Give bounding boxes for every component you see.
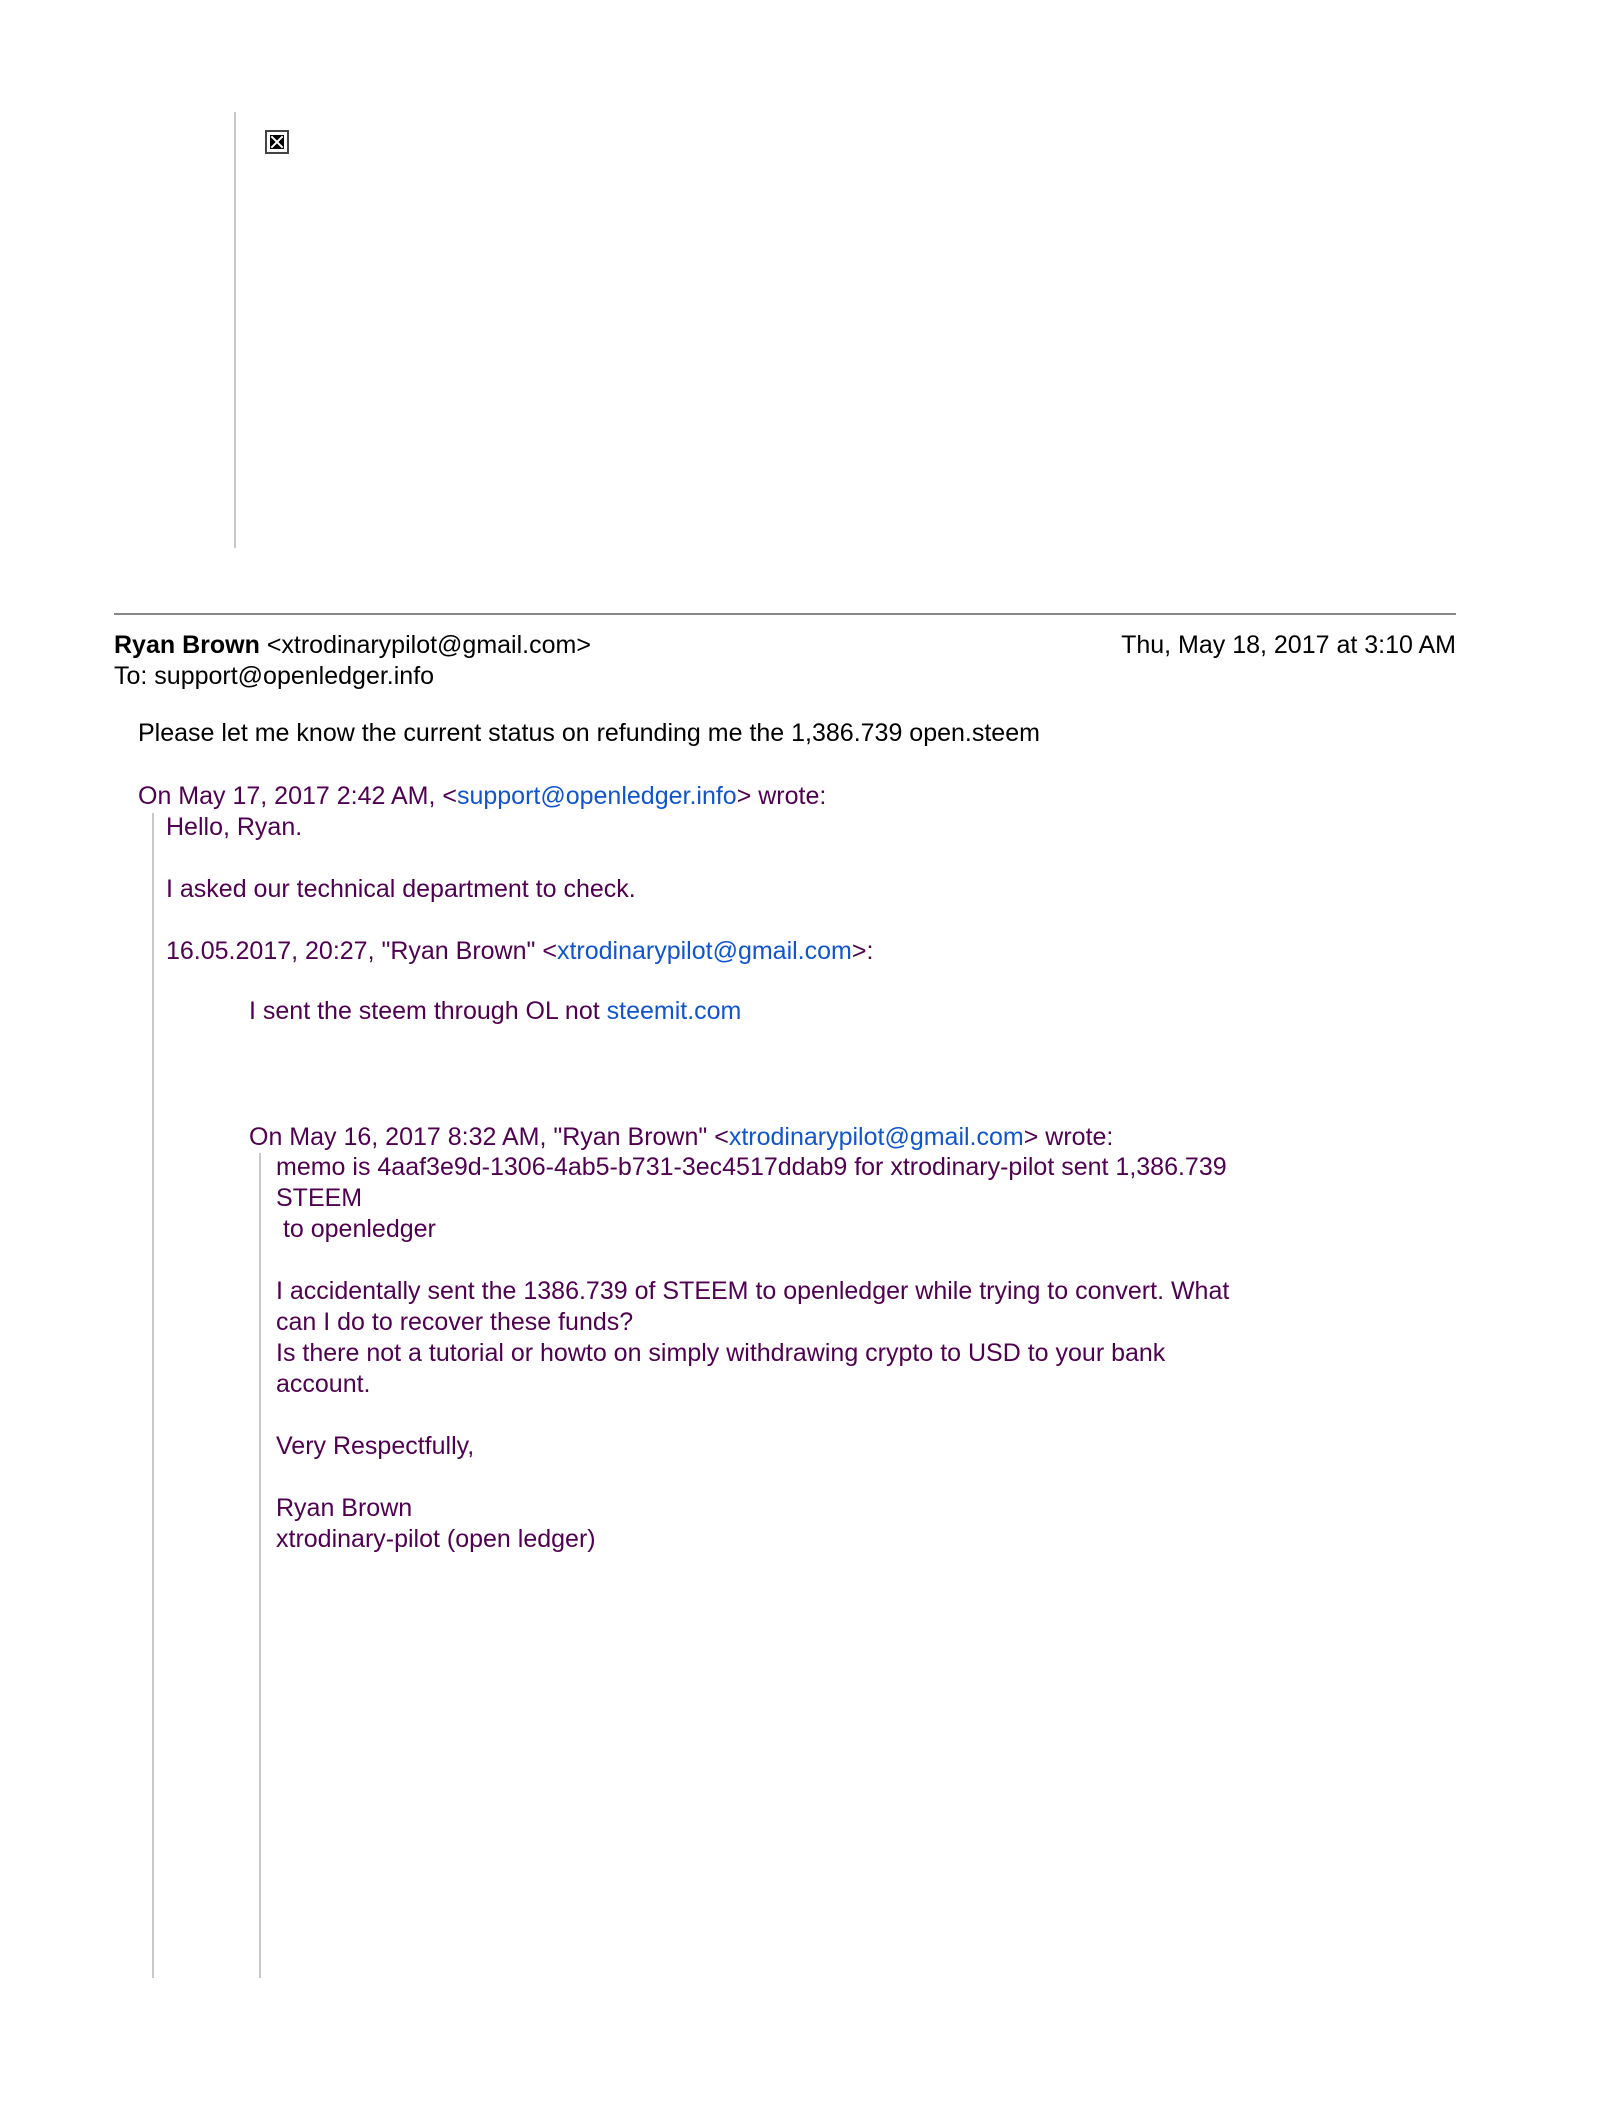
blank-line (276, 1245, 1229, 1276)
sender-email-link-1[interactable]: xtrodinarypilot@gmail.com (556, 937, 852, 965)
attr2-suffix: > wrote: (1023, 1123, 1114, 1151)
quote2-line: to openledger (276, 1215, 436, 1243)
quote1-sent-line (249, 996, 741, 1027)
q1-date-prefix: 16.05.2017, 20:27, "Ryan Brown" < (166, 937, 557, 965)
quote-attribution-1 (138, 781, 826, 812)
message-body: Please let me know the current status on refunding me the 1,386.739 open.steem (138, 719, 1040, 747)
quote2-line: I accidentally sent the 1386.739 of STEEM to openledger while trying to convert. What (276, 1277, 1230, 1305)
quote-bar-1 (152, 813, 154, 1978)
blank-line (276, 1400, 1229, 1431)
sender (114, 630, 591, 661)
attr1-suffix: > wrote: (736, 782, 827, 810)
sender-email-link-2[interactable]: xtrodinarypilot@gmail.com (728, 1123, 1024, 1151)
q1-sent-prefix: I sent the steem through OL not (249, 997, 607, 1025)
quote1-text: I asked our technical department to check. (166, 875, 636, 903)
quote1-greeting: Hello, Ryan. (166, 813, 303, 841)
steemit-link[interactable]: steemit.com (606, 997, 742, 1025)
sender-name: Ryan Brown (114, 631, 260, 659)
quote2-line: Is there not a tutorial or howto on simply withdrawing crypto to USD to your bank (276, 1339, 1166, 1367)
quote2-line: can I do to recover these funds? (276, 1308, 634, 1336)
quote-attribution-2 (249, 1122, 1113, 1153)
attr2-prefix: On May 16, 2017 8:32 AM, "Ryan Brown" < (249, 1123, 729, 1151)
message-divider (114, 613, 1456, 615)
recipient: To: support@openledger.info (114, 662, 435, 690)
quote2-line: memo is 4aaf3e9d-1306-4ab5-b731-3ec4517ddab9 for xtrodinary-pilot sent 1,386.739 (276, 1153, 1227, 1181)
quote-bar-top (234, 112, 236, 548)
support-email-link[interactable]: support@openledger.info (456, 782, 737, 810)
quote2-signoff: Very Respectfully, (276, 1432, 475, 1460)
quote-bar-2 (259, 1153, 261, 1978)
quote1-date-line (166, 936, 873, 967)
attr1-prefix: On May 17, 2017 2:42 AM, < (138, 782, 457, 810)
quote2-signature-name: Ryan Brown (276, 1494, 413, 1522)
blank-line (276, 1462, 1229, 1493)
quote2-signature-handle: xtrodinary-pilot (open ledger) (276, 1525, 596, 1553)
quote2-body (276, 1152, 1229, 1555)
quote2-line: STEEM (276, 1184, 363, 1212)
sender-email: <xtrodinarypilot@gmail.com> (266, 631, 591, 659)
q1-date-suffix: >: (851, 937, 874, 965)
message-date: Thu, May 18, 2017 at 3:10 AM (1121, 631, 1456, 659)
quote2-line: account. (276, 1370, 371, 1398)
broken-image-icon (265, 130, 289, 154)
